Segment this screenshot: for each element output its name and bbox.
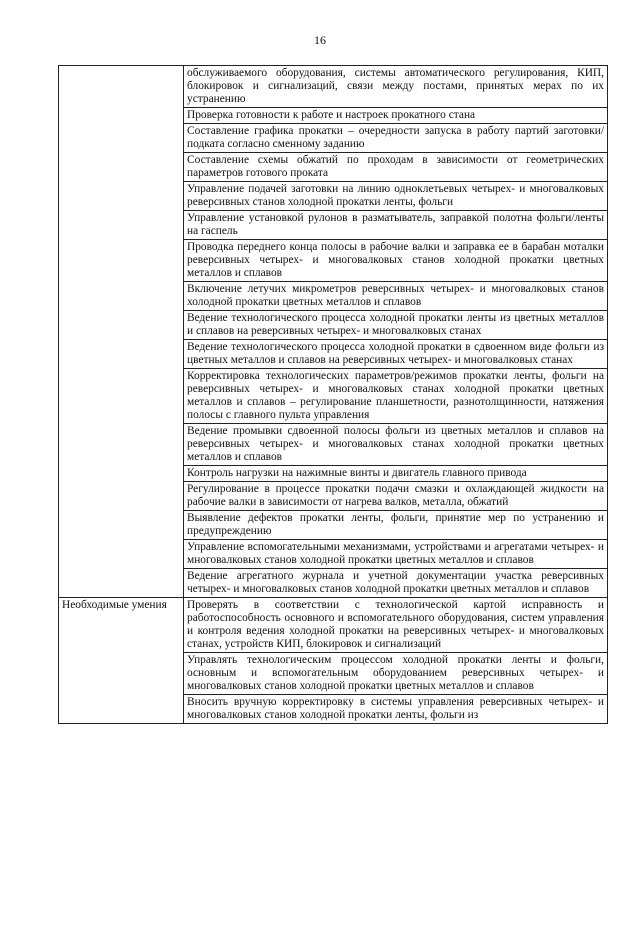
row-item-text: Проверять в соответствии с технологической картой исправность и работоспособность основного и вспомогательного оборудования, систем управления и контроля ведения холодной прокатки на реверсивных четырех- и многовалковых станах, устройств КИП, блокировок и сигнализаций (184, 598, 608, 653)
table-row (59, 598, 608, 653)
row-item-text: Регулирование в процессе прокатки подачи смазки и охлаждающей жидкости на рабочие валки в зависимости от нагрева валков, металла, обжатий (184, 482, 608, 511)
row-group-label (59, 66, 184, 598)
row-item-text: Ведение агрегатного журнала и учетной документации участка реверсивных четырех- и многовалковых станов холодной прокатки цветных металлов и сплавов (184, 569, 608, 598)
row-item-text: Проверка готовности к работе и настроек прокатного стана (184, 108, 608, 124)
row-item-text: обслуживаемого оборудования, системы автоматического регулирования, КИП, блокировок и сигнализаций, связи между постами, принятых мерах по их устранению (184, 66, 608, 108)
table-body (59, 66, 608, 724)
row-item-text: Ведение технологического процесса холодной прокатки в сдвоенном виде фольги из цветных металлов и сплавов на реверсивных четырех- и многовалковых станах (184, 340, 608, 369)
page-bottom-margin (0, 870, 640, 925)
row-item-text: Управление установкой рулонов в разматыватель, заправкой полотна фольги/ленты на гаспель (184, 211, 608, 240)
row-item-text: Контроль нагрузки на нажимные винты и двигатель главного привода (184, 466, 608, 482)
row-item-text: Корректировка технологических параметров/режимов прокатки ленты, фольги на реверсивных четырех- и многовалковых станах холодной прокатки цветных металлов и сплавов – регулирование планшетности, разнотолщинности, натяжения полосы с главного пульта управления (184, 369, 608, 424)
page-number: 16 (314, 33, 326, 47)
row-item-text: Составление графика прокатки – очередности запуска в работу партий заготовки/подката согласно сменному заданию (184, 124, 608, 153)
row-item-text: Выявление дефектов прокатки ленты, фольги, принятие мер по устранению и предупреждению (184, 511, 608, 540)
row-item-text: Управлять технологическим процессом холодной прокатки ленты и фольги, основным и вспомогательным оборудованием реверсивных четырех- и многовалковых станов холодной прокатки цветных металлов и сплавов (184, 653, 608, 695)
row-group-label: Необходимые умения (59, 598, 184, 724)
row-item-text: Проводка переднего конца полосы в рабочие валки и заправка ее в барабан моталки реверсивных четырех- и многовалковых станов холодной прокатки цветных металлов и сплавов (184, 240, 608, 282)
row-item-text: Вносить вручную корректировку в системы управления реверсивных четырех- и многовалковых станов холодной прокатки ленты, фольги из (184, 695, 608, 724)
row-item-text: Управление подачей заготовки на линию одноклетьевых четырех- и многовалковых реверсивных станов холодной прокатки ленты, фольги (184, 182, 608, 211)
table-row (59, 66, 608, 108)
standard-table (58, 65, 608, 724)
row-item-text: Ведение промывки сдвоенной полосы фольги из цветных металлов и сплавов на реверсивных четырех- и многовалковых станах холодной прокатки цветных металлов и сплавов (184, 424, 608, 466)
row-item-text: Ведение технологического процесса холодной прокатки ленты из цветных металлов и сплавов на реверсивных четырех- и многовалковых станах (184, 311, 608, 340)
row-item-text: Управление вспомогательными механизмами, устройствами и агрегатами четырех- и многовалковых станов холодной прокатки цветных металлов и сплавов (184, 540, 608, 569)
row-item-text: Составление схемы обжатий по проходам в зависимости от геометрических параметров готового проката (184, 153, 608, 182)
row-item-text: Включение летучих микрометров реверсивных четырех- и многовалковых станов холодной прокатки цветных металлов и сплавов (184, 282, 608, 311)
